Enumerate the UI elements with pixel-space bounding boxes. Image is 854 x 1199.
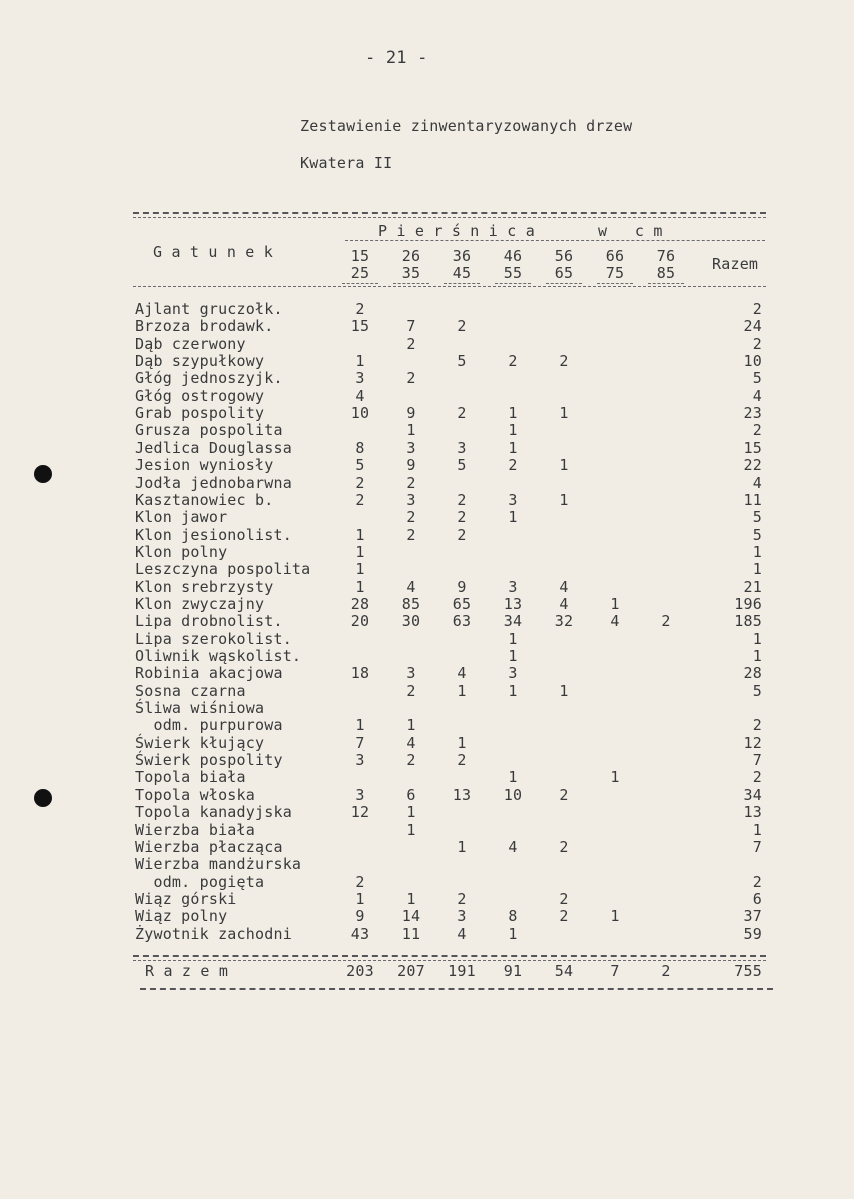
count-cell: 1: [406, 716, 416, 735]
count-cell: 5: [457, 352, 467, 371]
range-bottom-0: 25: [350, 264, 370, 282]
grand-total: 755: [734, 962, 762, 980]
header-bottom-rule: [133, 286, 766, 287]
row-total: 1: [752, 647, 762, 665]
count-cell: 1: [406, 889, 416, 908]
page-number: - 21 -: [365, 48, 428, 68]
row-total: 2: [752, 716, 762, 735]
species-name: Oliwnik wąskolist.: [135, 647, 302, 665]
range-top-1: 26: [401, 247, 421, 265]
count-cell: 32: [554, 612, 574, 631]
count-cell: 13: [452, 785, 472, 804]
count-cell: 3: [508, 664, 518, 683]
count-cell: 1: [457, 837, 467, 856]
range-bottom-1: 35: [401, 264, 421, 282]
count-cell: 13: [503, 594, 523, 613]
table-top-rule: [133, 212, 766, 214]
species-name: Wiąz górski: [135, 889, 237, 908]
species-name: Topola włoska: [135, 785, 255, 804]
totals-label: R a z e m: [145, 962, 229, 980]
row-total: 2: [752, 300, 762, 318]
count-cell: 2: [406, 369, 416, 388]
count-cell: 1: [406, 803, 416, 822]
species-header: G a t u n e k: [153, 243, 273, 261]
row-total: 22: [743, 456, 762, 475]
species-name: Topola kanadyjska: [135, 803, 292, 822]
totals-cell: 2: [661, 962, 671, 980]
row-total: 5: [752, 681, 762, 700]
species-name: Wierzba płacząca: [135, 837, 283, 856]
count-cell: 3: [355, 785, 365, 804]
range-bottom-3: 55: [503, 264, 523, 282]
count-cell: 2: [559, 837, 569, 856]
count-cell: 3: [355, 369, 365, 388]
count-cell: 63: [452, 612, 472, 631]
count-cell: 43: [350, 924, 370, 943]
total-header: Razem: [712, 255, 759, 273]
count-cell: 2: [457, 751, 467, 770]
count-cell: 5: [355, 456, 365, 475]
count-cell: 2: [457, 889, 467, 908]
diameter-header-rule: [345, 240, 765, 241]
totals-cell: 54: [554, 962, 574, 980]
count-cell: 1: [559, 456, 569, 475]
row-total: 2: [752, 421, 762, 440]
count-cell: 3: [406, 664, 416, 683]
row-total: 7: [752, 751, 762, 770]
count-cell: 18: [350, 664, 370, 683]
species-name: Wierzba mandżurska: [135, 855, 302, 874]
species-name: Śliwa wiśniowa: [135, 699, 265, 718]
row-total: 185: [734, 612, 762, 631]
count-cell: 3: [355, 751, 365, 770]
document-subtitle: Kwatera II: [300, 154, 393, 172]
count-cell: 20: [350, 612, 370, 631]
range-top-5: 66: [605, 247, 625, 265]
count-cell: 2: [457, 317, 467, 336]
count-cell: 7: [406, 317, 416, 336]
count-cell: 1: [355, 525, 365, 544]
count-cell: 8: [355, 438, 365, 457]
species-name: Jesion wyniosły: [135, 456, 274, 475]
count-cell: 85: [401, 594, 421, 613]
totals-cell: 191: [448, 962, 476, 980]
count-cell: 1: [610, 907, 620, 926]
count-cell: 1: [406, 421, 416, 440]
count-cell: 1: [355, 716, 365, 735]
row-total: 4: [752, 386, 762, 405]
species-name: Kasztanowiec b.: [135, 490, 274, 509]
count-cell: 1: [508, 768, 518, 787]
count-cell: 1: [355, 560, 365, 579]
count-cell: 34: [503, 612, 523, 631]
count-cell: 1: [355, 352, 365, 371]
row-total: 5: [752, 508, 762, 527]
species-name: Klon zwyczajny: [135, 594, 265, 613]
range-top-6: 76: [656, 247, 676, 265]
species-name: Jedlica Douglassa: [135, 438, 292, 457]
count-cell: 1: [559, 681, 569, 700]
species-name: Klon polny: [135, 542, 228, 561]
count-cell: 9: [406, 404, 416, 423]
count-cell: 3: [457, 907, 467, 926]
range-underline-0: [342, 283, 378, 284]
count-cell: 1: [508, 438, 518, 457]
species-name: Robinia akacjowa: [135, 664, 283, 683]
row-total: 12: [743, 733, 762, 752]
range-bottom-5: 75: [605, 264, 625, 282]
species-name: Grusza pospolita: [135, 421, 283, 440]
count-cell: 9: [457, 577, 467, 596]
count-cell: 8: [508, 907, 518, 926]
row-total: 34: [743, 785, 762, 804]
count-cell: 10: [350, 404, 370, 423]
totals-cell: 91: [503, 962, 523, 980]
species-name: Lipa drobnolist.: [135, 612, 283, 631]
count-cell: 1: [508, 404, 518, 423]
range-top-4: 56: [554, 247, 574, 265]
count-cell: 4: [355, 386, 365, 405]
count-cell: 14: [401, 907, 421, 926]
count-cell: 1: [508, 421, 518, 440]
row-total: 21: [743, 577, 762, 596]
row-total: 7: [752, 837, 762, 856]
count-cell: 5: [457, 456, 467, 475]
species-name: Dąb szypułkowy: [135, 352, 265, 371]
count-cell: 11: [401, 924, 421, 943]
count-cell: 7: [355, 733, 365, 752]
count-cell: 2: [508, 456, 518, 475]
species-name: Topola biała: [135, 768, 246, 787]
count-cell: 2: [508, 352, 518, 371]
count-cell: 2: [355, 872, 365, 891]
count-cell: 2: [559, 352, 569, 371]
count-cell: 4: [508, 837, 518, 856]
count-cell: 2: [355, 300, 365, 318]
range-bottom-6: 85: [656, 264, 676, 282]
count-cell: 6: [406, 785, 416, 804]
count-cell: 1: [457, 733, 467, 752]
species-name: odm. purpurowa: [135, 716, 283, 735]
count-cell: 2: [355, 490, 365, 509]
count-cell: 1: [610, 768, 620, 787]
count-cell: 65: [452, 594, 472, 613]
count-cell: 1: [559, 404, 569, 423]
table-bottom-rule: [140, 988, 773, 990]
count-cell: 1: [355, 889, 365, 908]
range-top-3: 46: [503, 247, 523, 265]
count-cell: 10: [503, 785, 523, 804]
totals-cell: 203: [346, 962, 374, 980]
species-name: odm. pogięta: [135, 872, 265, 891]
row-total: 196: [734, 594, 762, 613]
count-cell: 2: [457, 404, 467, 423]
count-cell: 1: [508, 508, 518, 527]
count-cell: 2: [406, 525, 416, 544]
species-name: Świerk pospolity: [135, 751, 283, 770]
punch-hole-bottom: [34, 789, 52, 807]
species-name: Sosna czarna: [135, 681, 246, 700]
punch-hole-top: [34, 465, 52, 483]
count-cell: 2: [559, 907, 569, 926]
species-name: Wierzba biała: [135, 820, 255, 839]
count-cell: 2: [559, 785, 569, 804]
count-cell: 3: [508, 577, 518, 596]
row-total: 15: [743, 438, 762, 457]
row-total: 2: [752, 334, 762, 353]
count-cell: 2: [457, 490, 467, 509]
count-cell: 2: [406, 751, 416, 770]
count-cell: 2: [406, 473, 416, 492]
unit-header: w c m: [598, 222, 663, 240]
count-cell: 3: [406, 438, 416, 457]
species-name: Głóg jednoszyjk.: [135, 369, 283, 388]
row-total: 1: [752, 629, 762, 648]
count-cell: 15: [350, 317, 370, 336]
table-top-rule-2: [133, 217, 766, 218]
range-underline-6: [648, 283, 684, 284]
count-cell: 28: [350, 594, 370, 613]
count-cell: 4: [457, 924, 467, 943]
row-total: 13: [743, 803, 762, 822]
totals-top-rule: [133, 955, 766, 957]
row-total: 1: [752, 560, 762, 579]
row-total: 10: [743, 352, 762, 371]
count-cell: 2: [457, 508, 467, 527]
count-cell: 2: [406, 681, 416, 700]
count-cell: 1: [559, 490, 569, 509]
count-cell: 1: [508, 924, 518, 943]
count-cell: 2: [661, 612, 671, 631]
range-underline-3: [495, 283, 531, 284]
count-cell: 1: [457, 681, 467, 700]
species-name: Dąb czerwony: [135, 334, 246, 353]
count-cell: 1: [508, 629, 518, 648]
range-underline-5: [597, 283, 633, 284]
row-total: 6: [752, 889, 762, 908]
species-name: Leszczyna pospolita: [135, 560, 311, 579]
count-cell: 4: [457, 664, 467, 683]
row-total: 4: [752, 473, 762, 492]
count-cell: 1: [508, 681, 518, 700]
species-name: Lipa szerokolist.: [135, 629, 292, 648]
count-cell: 9: [355, 907, 365, 926]
range-underline-2: [444, 283, 480, 284]
row-total: 23: [743, 404, 762, 423]
range-bottom-2: 45: [452, 264, 472, 282]
count-cell: 2: [355, 473, 365, 492]
row-total: 5: [752, 369, 762, 388]
count-cell: 2: [559, 889, 569, 908]
range-top-0: 15: [350, 247, 370, 265]
species-name: Ajlant gruczołk.: [135, 300, 283, 318]
row-total: 2: [752, 768, 762, 787]
row-total: 1: [752, 542, 762, 561]
diameter-header: P i e r ś n i c a: [378, 222, 535, 240]
species-name: Wiąz polny: [135, 907, 228, 926]
count-cell: 4: [610, 612, 620, 631]
count-cell: 9: [406, 456, 416, 475]
totals-top-rule-2: [133, 960, 766, 961]
count-cell: 3: [406, 490, 416, 509]
count-cell: 1: [355, 577, 365, 596]
row-total: 28: [743, 664, 762, 683]
count-cell: 1: [508, 647, 518, 665]
count-cell: 3: [457, 438, 467, 457]
row-total: 5: [752, 525, 762, 544]
count-cell: 4: [406, 577, 416, 596]
species-name: Grab pospolity: [135, 404, 265, 423]
document-title: Zestawienie zinwentaryzowanych drzew: [300, 117, 633, 135]
row-total: 37: [743, 907, 762, 926]
row-total: 1: [752, 820, 762, 839]
range-underline-4: [546, 283, 582, 284]
row-total: 11: [743, 490, 762, 509]
row-total: 24: [743, 317, 762, 336]
species-name: Głóg ostrogowy: [135, 386, 265, 405]
count-cell: 1: [610, 594, 620, 613]
count-cell: 2: [457, 525, 467, 544]
species-name: Klon jawor: [135, 508, 228, 527]
count-cell: 4: [559, 594, 569, 613]
count-cell: 1: [406, 820, 416, 839]
range-bottom-4: 65: [554, 264, 574, 282]
totals-cell: 207: [397, 962, 425, 980]
species-name: Świerk kłujący: [135, 733, 265, 752]
range-underline-1: [393, 283, 429, 284]
count-cell: 30: [401, 612, 421, 631]
totals-cell: 7: [610, 962, 620, 980]
species-name: Brzoza brodawk.: [135, 317, 274, 336]
count-cell: 2: [406, 508, 416, 527]
count-cell: 2: [406, 334, 416, 353]
row-total: 59: [743, 924, 762, 943]
row-total: 2: [752, 872, 762, 891]
count-cell: 4: [406, 733, 416, 752]
count-cell: 1: [355, 542, 365, 561]
count-cell: 4: [559, 577, 569, 596]
species-name: Jodła jednobarwna: [135, 473, 292, 492]
range-top-2: 36: [452, 247, 472, 265]
count-cell: 12: [350, 803, 370, 822]
species-name: Klon srebrzysty: [135, 577, 274, 596]
species-name: Żywotnik zachodni: [135, 924, 292, 943]
count-cell: 3: [508, 490, 518, 509]
species-name: Klon jesionolist.: [135, 525, 292, 544]
